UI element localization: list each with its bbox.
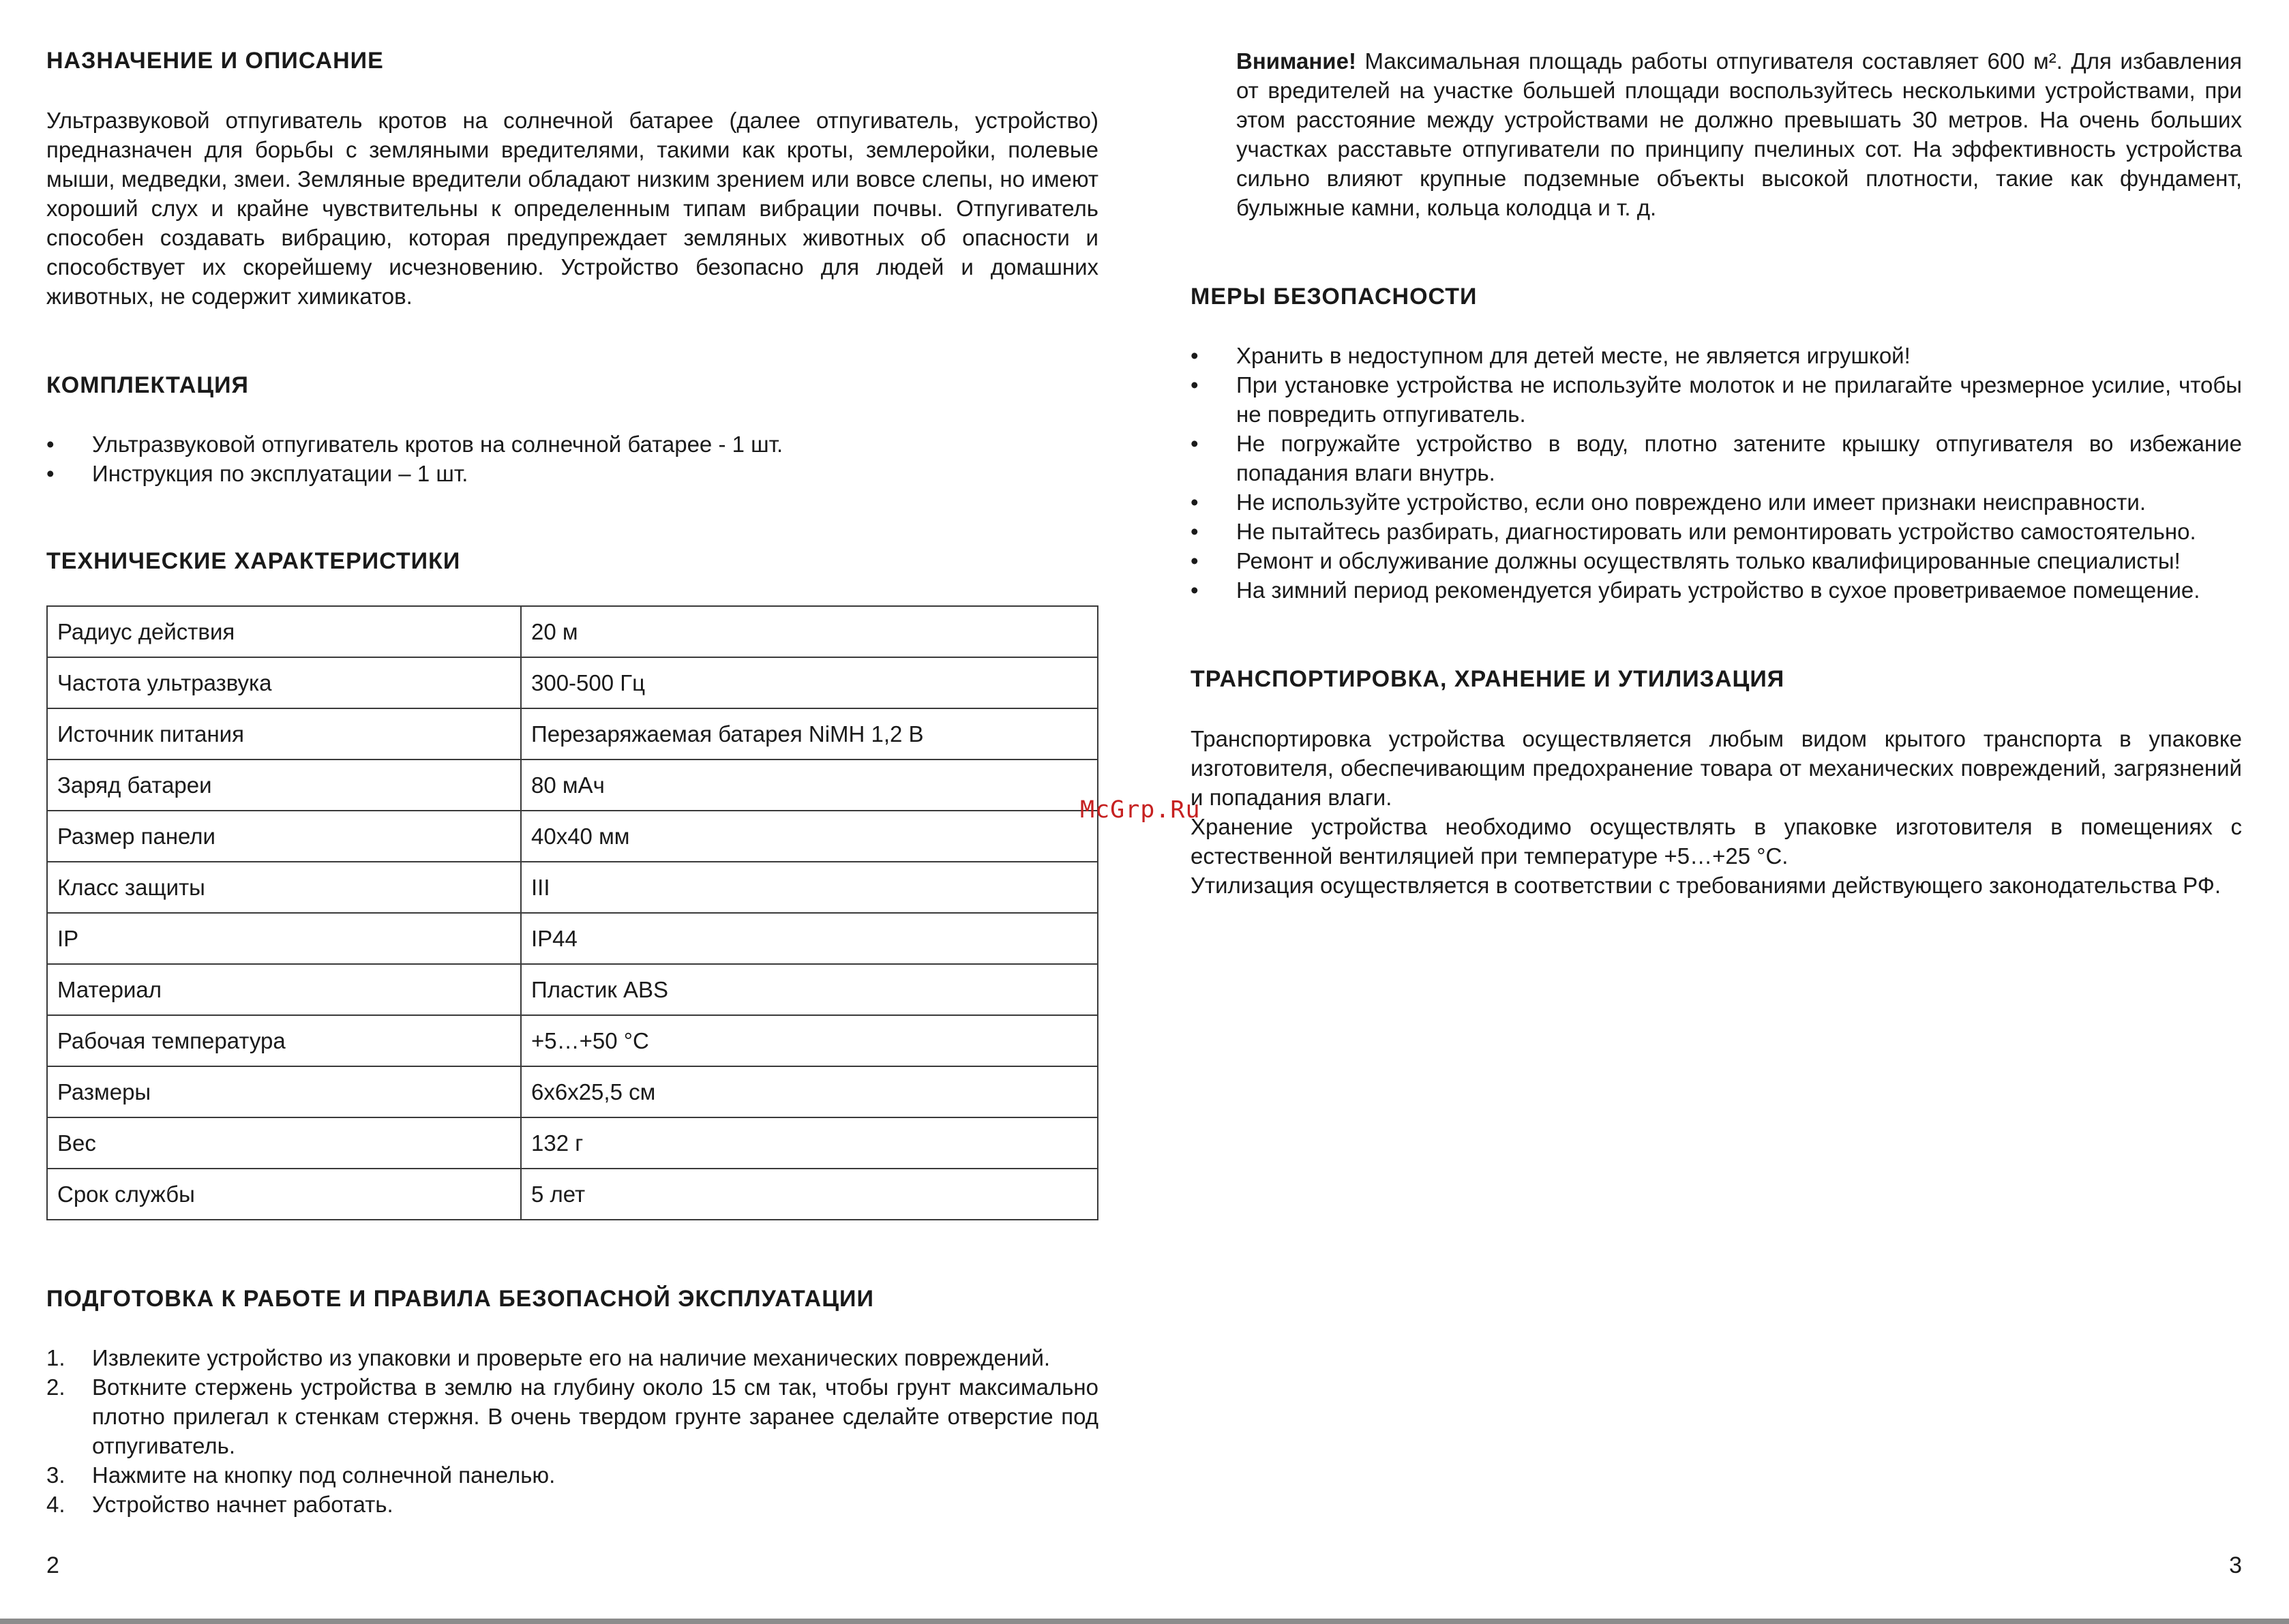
purpose-heading: НАЗНАЧЕНИЕ И ОПИСАНИЕ [46, 48, 384, 74]
list-item: 1. Извлеките устройство из упаковки и проверьте его на наличие механических повреждений. [46, 1345, 1051, 1370]
bullet-icon: • [1191, 548, 1199, 573]
spec-name: Размеры [47, 1066, 521, 1117]
attention-note: Внимание! Максимальная площадь работы отпугивателя составляет 600 м². Для избавления от вредителей на участке большей площади воспользуйтесь несколькими устройствами, при этом расстояние между устройствами не должно превышать 30 метров. На очень больших участках расставьте отпугиватели по принципу пчелиных сот. На эффективность устройства сильно влияют крупные подземные объекты высокой плотности, такие как фундамент, булыжные камни, кольца колодца и т. д. [1236, 48, 2242, 220]
bullet-icon: • [1191, 519, 1199, 544]
attention-label: Внимание! [1236, 48, 1356, 74]
spec-name: Радиус действия [47, 606, 521, 657]
bullet-icon: • [1191, 372, 1199, 397]
table-row [47, 657, 1098, 708]
bullet-icon: • [1191, 431, 1199, 456]
spec-name: Вес [47, 1117, 521, 1169]
spec-value: 132 г [521, 1117, 1098, 1169]
spec-name: Срок службы [47, 1169, 521, 1220]
spec-value: 40x40 мм [521, 811, 1098, 862]
spec-name: Частота ультразвука [47, 657, 521, 708]
spec-name: Материал [47, 964, 521, 1015]
table-row [47, 1015, 1098, 1066]
transport-heading: ТРАНСПОРТИРОВКА, ХРАНЕНИЕ И УТИЛИЗАЦИЯ [1191, 666, 1785, 692]
table-row [47, 1169, 1098, 1220]
list-item: • Хранить в недоступном для детей месте, не является игрушкой! [1191, 341, 2242, 370]
spec-value: +5…+50 °С [521, 1015, 1098, 1066]
list-item: • Ультразвуковой отпугиватель кротов на солнечной батарее - 1 шт. [46, 430, 1098, 459]
purpose-text: Ультразвуковой отпугиватель кротов на солнечной батарее (далее отпугиватель, устройство) предназначен для борьбы с земляными вредителями, такими как кроты, землеройки, полевые мыши, медведки, змеи. Земляные вредители обладают низким зрением или вовсе слепы, но имеют хороший слух и крайне чувствительны к определенным типам вибрации почвы. Отпугиватель способен создавать вибрацию, которая предупреждает земляных животных об опасности и способствует их скорейшему исчезновению. Устройство безопасно для людей и домашних животных, не содержит химикатов. [46, 108, 1098, 309]
page-number-right: 3 [2229, 1552, 2242, 1578]
list-item: • Не используйте устройство, если оно повреждено или имеет признаки неисправности. [1191, 487, 2242, 517]
table-row [47, 1066, 1098, 1117]
spec-value: IP44 [521, 913, 1098, 964]
bullet-icon: • [1191, 490, 1199, 515]
bullet-icon: • [1191, 577, 1199, 603]
list-item: 4. Устройство начнет работать. [46, 1492, 393, 1517]
spec-name: Заряд батареи [47, 760, 521, 811]
table-row [47, 964, 1098, 1015]
spec-name: IP [47, 913, 521, 964]
table-row [47, 1117, 1098, 1169]
list-item: • На зимний период рекомендуется убирать устройство в сухое проветриваемое помещение. [1191, 575, 2242, 605]
table-row [47, 862, 1098, 913]
spec-value: 6x6x25,5 см [521, 1066, 1098, 1117]
safety-list [1191, 341, 2242, 605]
transport-paragraph: Транспортировка устройства осуществляется любым видом крытого транспорта в упаковке изготовителя, обеспечивающим предохранение товара от механических повреждений, загрязнений и попадания влаги. [1191, 726, 2242, 810]
specs-table [46, 605, 1098, 1220]
package-heading: КОМПЛЕКТАЦИЯ [46, 372, 249, 398]
list-item: • Ремонт и обслуживание должны осуществлять только квалифицированные специалисты! [1191, 546, 2242, 575]
preparation-steps [46, 1343, 1098, 1519]
list-item: • При установке устройства не используйте молоток и не прилагайте чрезмерное усилие, чтобы не повредить отпугиватель. [1191, 370, 2242, 429]
spec-name: Класс защиты [47, 862, 521, 913]
list-item: • Инструкция по эксплуатации – 1 шт. [46, 459, 1098, 488]
spec-name: Источник питания [47, 708, 521, 760]
spec-name: Размер панели [47, 811, 521, 862]
table-row [47, 606, 1098, 657]
spec-value: Пластик ABS [521, 964, 1098, 1015]
table-row [47, 760, 1098, 811]
spec-value: 20 м [521, 606, 1098, 657]
bottom-divider [0, 1619, 2289, 1624]
list-item: 2. Воткните стержень устройства в землю на глубину около 15 см так, чтобы грунт максимально плотно прилегал к стенкам стержня. В очень твердом грунте заранее сделайте отверстие под отпугиватель. [46, 1374, 1098, 1458]
transport-text [1191, 724, 2242, 900]
package-list [46, 430, 1098, 488]
table-row [47, 811, 1098, 862]
bullet-icon: • [46, 461, 55, 486]
storage-paragraph: Хранение устройства необходимо осуществлять в упаковке изготовителя в помещениях с естественной вентиляцией при температуре +5…+25 °С. [1191, 814, 2242, 869]
specs-heading: ТЕХНИЧЕСКИЕ ХАРАКТЕРИСТИКИ [46, 548, 461, 574]
list-item: 3. Нажмите на кнопку под солнечной панелью. [46, 1462, 556, 1488]
table-row [47, 708, 1098, 760]
page-number-left: 2 [46, 1552, 59, 1578]
disposal-paragraph: Утилизация осуществляется в соответствии с требованиями действующего законодательства РФ. [1191, 873, 2221, 898]
spec-value: III [521, 862, 1098, 913]
spec-name: Рабочая температура [47, 1015, 521, 1066]
spec-value: 300-500 Гц [521, 657, 1098, 708]
watermark: McGrp.Ru [1080, 796, 1201, 824]
table-row [47, 913, 1098, 964]
spec-value: Перезаряжаемая батарея NiMH 1,2 В [521, 708, 1098, 760]
spec-value: 80 мАч [521, 760, 1098, 811]
bullet-icon: • [1191, 343, 1199, 368]
list-item: • Не погружайте устройство в воду, плотно затените крышку отпугивателя во избежание попадания влаги внутрь. [1191, 429, 2242, 487]
preparation-heading: ПОДГОТОВКА К РАБОТЕ И ПРАВИЛА БЕЗОПАСНОЙ ЭКСПЛУАТАЦИИ [46, 1286, 874, 1312]
bullet-icon: • [46, 432, 55, 457]
list-item: • Не пытайтесь разбирать, диагностировать или ремонтировать устройство самостоятельно. [1191, 517, 2242, 546]
spec-value: 5 лет [521, 1169, 1098, 1220]
safety-heading: МЕРЫ БЕЗОПАСНОСТИ [1191, 284, 1478, 310]
